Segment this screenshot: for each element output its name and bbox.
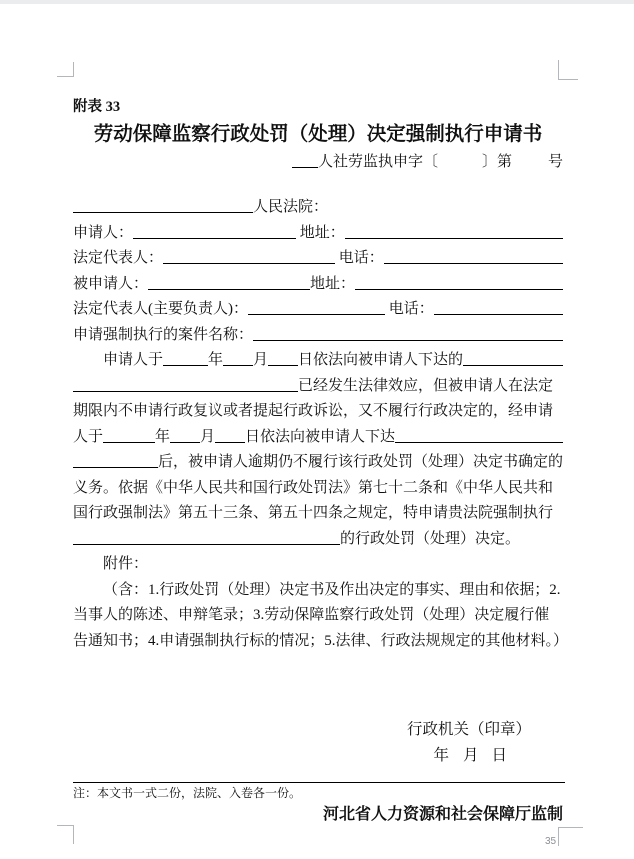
text-run: 法定代表人：	[73, 250, 164, 266]
text-run: 法定代表人(主要负责人)：	[73, 301, 248, 317]
page-number: 35	[545, 836, 557, 847]
text-run: 日	[491, 746, 507, 764]
form-line	[73, 476, 563, 502]
blank-field[interactable]	[73, 453, 158, 468]
blank-field[interactable]	[73, 198, 253, 213]
blank-field[interactable]	[170, 428, 200, 443]
form-line	[73, 578, 563, 604]
form-line	[73, 629, 569, 655]
blank-field[interactable]	[148, 275, 310, 290]
signature-org-line: 行政机关（印章）	[406, 721, 531, 738]
text-run: 月	[462, 746, 479, 764]
issuer-text: 河北省人力资源和社会保障厅监制	[322, 806, 563, 823]
text-run: 年	[433, 746, 449, 764]
text-run: 人社劳监执申字〔	[317, 154, 438, 170]
doc-number-line	[73, 151, 563, 173]
blank-field[interactable]	[292, 153, 318, 168]
form-line	[73, 272, 563, 298]
text-run: 地址：	[296, 224, 345, 241]
text-run: 日依法向被申请人下达的	[298, 352, 464, 368]
text-run: 日依法向被申请人下达	[245, 428, 396, 445]
form-line	[73, 603, 563, 629]
text-run: 期限内不申请行政复议或者提起行政诉讼，又不履行行政决定的，经申请	[73, 403, 554, 419]
blank-field[interactable]	[223, 351, 253, 366]
form-line	[73, 425, 563, 451]
text-run: 年	[155, 428, 171, 445]
form-line	[73, 552, 563, 578]
text-run: 电话：	[385, 301, 434, 317]
form-line	[73, 348, 563, 374]
attachment-tag: 附表 33	[73, 99, 121, 115]
text-run: 的行政处罚（处理）决定。	[340, 530, 521, 547]
form-line	[73, 399, 563, 425]
footnote-text: 注：本文书一式二份，法院、入卷各一份。	[73, 786, 302, 800]
text-run: 当事人的陈述、申辩笔录；3.劳动保障监察行政处罚（处理）决定履行催	[73, 607, 550, 623]
text-run: 附件：	[103, 556, 149, 572]
form-line	[73, 374, 563, 400]
text-run: 申请人：	[73, 224, 134, 241]
text-run: 月	[200, 428, 216, 445]
blank-field[interactable]	[355, 275, 563, 290]
document-title: 劳动保障监察行政处罚（处理）决定强制执行申请书	[93, 124, 543, 145]
text-run: 申请强制执行的案件名称：	[73, 326, 254, 343]
text-run: 人民法院：	[253, 199, 329, 215]
blank-field[interactable]	[163, 351, 208, 366]
margin-crop-mark-bottom-right	[558, 827, 583, 846]
form-line	[73, 323, 563, 349]
blank-field[interactable]	[103, 428, 155, 443]
form-line	[73, 221, 563, 247]
form-line	[73, 450, 563, 476]
form-line	[73, 195, 563, 221]
text-run: 后，被申请人逾期仍不履行该行政处罚（处理）决定书确定的	[158, 454, 564, 470]
text-run: 被申请人：	[73, 275, 149, 292]
form-line	[73, 297, 563, 323]
form-line	[73, 246, 563, 272]
text-run: 告通知书；4.申请强制执行标的情况；5.法律、行政法规规定的其他材料。）	[73, 632, 569, 649]
signature-date-line	[73, 743, 563, 769]
margin-crop-mark-top-left	[57, 62, 74, 77]
blank-field[interactable]	[73, 377, 298, 392]
blank-field[interactable]	[133, 224, 296, 239]
blank-field[interactable]	[434, 300, 563, 315]
document-body	[73, 0, 569, 825]
blank-field[interactable]	[395, 428, 563, 443]
blank-field[interactable]	[73, 530, 340, 545]
text-run: 地址：	[310, 275, 356, 292]
blank-field[interactable]	[215, 428, 245, 443]
form-line	[73, 501, 563, 527]
margin-crop-mark-bottom-left	[57, 825, 74, 844]
blank-field[interactable]	[345, 224, 563, 239]
blank-field[interactable]	[268, 351, 298, 366]
text-run: 义务。依据《中华人民共和国行政处罚法》第七十二条和《中华人民共和	[73, 479, 554, 496]
text-run: 电话：	[335, 250, 384, 266]
text-run: （含：1.行政处罚（处理）决定书及作出决定的事实、理由和依据；2.	[103, 581, 561, 598]
text-run: 申请人于	[103, 352, 164, 368]
text-run: 〕第	[481, 154, 512, 170]
blank-field[interactable]	[384, 249, 563, 264]
text-run: 号	[547, 154, 563, 170]
form-line	[73, 527, 563, 553]
blank-field[interactable]	[253, 326, 563, 341]
form-lines	[73, 195, 569, 654]
blank-field[interactable]	[463, 351, 563, 366]
text-run: 月	[253, 352, 269, 368]
text-run: 国行政强制法》第五十三条、第五十四条之规定，特申请贵法院强制执行	[73, 505, 554, 521]
text-run: 人于	[73, 428, 104, 445]
blank-field[interactable]	[163, 249, 335, 264]
text-run: 年	[208, 352, 224, 368]
text-run: 已经发生法律效应，但被申请人在法定	[298, 377, 554, 394]
blank-field[interactable]	[248, 300, 385, 315]
